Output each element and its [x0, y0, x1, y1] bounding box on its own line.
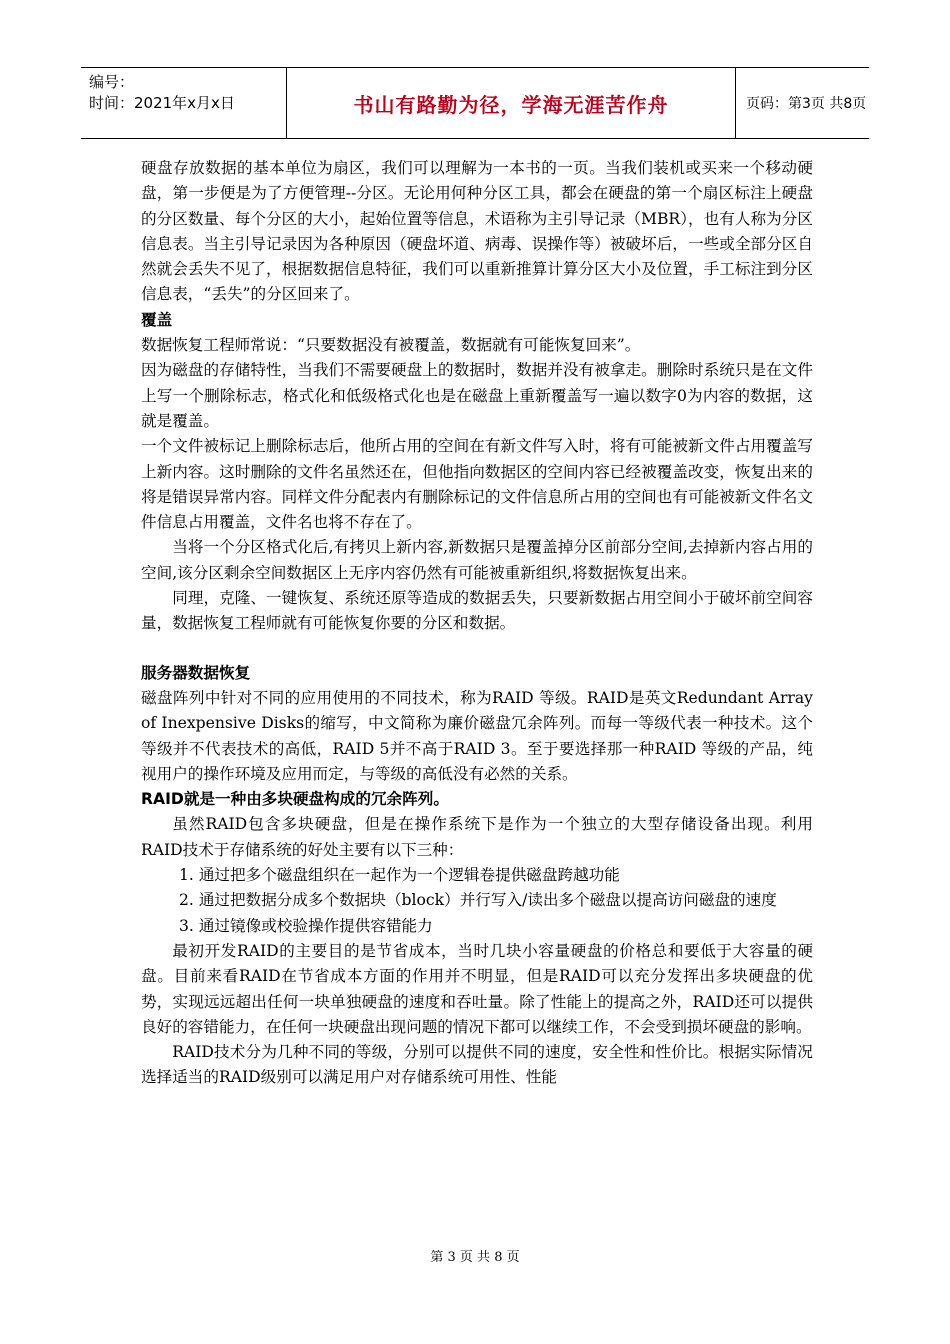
- list-item: 3. 通过镜像或校验操作提供容错能力: [179, 916, 433, 935]
- paragraph-clone-recovery: 同理，克隆、一键恢复、系统还原等造成的数据丢失，只要新数据占用空间小于破坏前空间容量，数据恢复工程师就有可能恢复你要的分区和数据。: [141, 589, 813, 633]
- header-motto: 书山有路勤为径，学海无涯苦作舟: [353, 92, 669, 117]
- paragraph-raid-benefits: 虽然RAID包含多块硬盘，但是在操作系统下是作为一个独立的大型存储设备出现。利用RAID技术于存储系统的好处主要有以下三种：: [141, 815, 813, 859]
- paragraph-delete-mark: 一个文件被标记上删除标志后，他所占用的空间在有新文件写入时，将有可能被新文件占用覆盖写上新内容。这时删除的文件名虽然还在，但他指向数据区的空间内容已经被覆盖改变，恢复出来的将是错误异常内容。同样文件分配表内有删除标记的文件信息所占用的空间也有可能被新文件名文件信息占用覆盖，文件名也将不存在了。: [141, 437, 813, 532]
- page-footer: 第 3 页 共 8 页: [430, 1250, 520, 1265]
- heading-server-recovery: 服务器数据恢复: [141, 663, 251, 682]
- document-date: 时间：2021年x月x日: [89, 94, 235, 112]
- paragraph-raid-origin: 最初开发RAID的主要目的是节省成本，当时几块小容量硬盘的价格总和要低于大容量的硬盘。目前来看RAID在节省成本方面的作用并不明显，但是RAID可以充分发挥出多块硬盘的优势，实现远远超出任何一块单独硬盘的速度和吞吐量。除了性能上的提高之外，RAID还可以提供良好的容错能力，在任何一块硬盘出现问题的情况下都可以继续工作，不会受到损坏硬盘的影响。: [141, 941, 813, 1036]
- document-number: 编号：: [89, 73, 135, 91]
- page-header: [81, 67, 869, 139]
- heading-raid-definition: RAID就是一种由多块硬盘构成的冗余阵列。: [141, 790, 449, 809]
- heading-cover: 覆盖: [141, 310, 173, 329]
- paragraph-engineer-quote: 数据恢复工程师常说：“只要数据没有被覆盖，数据就有可能恢复回来”。: [141, 336, 641, 355]
- paragraph-format-recovery: 当将一个分区格式化后,有拷贝上新内容,新数据只是覆盖掉分区前部分空间,去掉新内容占用的空间,该分区剩余空间数据区上无序内容仍然有可能被重新组织,将数据恢复出来。: [141, 538, 813, 582]
- paragraph-raid-levels-choice: RAID技术分为几种不同的等级，分别可以提供不同的速度，安全性和性价比。根据实际情况选择适当的RAID级别可以满足用户对存储系统可用性、性能: [141, 1043, 813, 1087]
- list-item: 1. 通过把多个磁盘组织在一起作为一个逻辑卷提供磁盘跨越功能: [179, 866, 620, 885]
- paragraph-raid-levels: 磁盘阵列中针对不同的应用使用的不同技术，称为RAID 等级。RAID是英文Redundant Array of Inexpensive Disks的缩写，中文简称为廉价磁盘冗余阵列。而每一等级代表一种技术。这个等级并不代表技术的高低，RAID 5并不高于RAID 3。至于要选择那一种RAID 等级的产品，纯视用户的操作环境及应用而定，与等级的高低没有必然的关系。: [141, 688, 813, 783]
- header-page-number: 页码：第3页 共8页: [746, 96, 867, 112]
- spacer: [141, 637, 813, 661]
- document-body: [141, 156, 813, 1091]
- paragraph-partition-intro: 硬盘存放数据的基本单位为扇区，我们可以理解为一本书的一页。当我们装机或买来一个移动硬盘，第一步便是为了方便管理--分区。无论用何种分区工具，都会在硬盘的第一个扇区标注上硬盘的分区数量、每个分区的大小，起始位置等信息，术语称为主引导记录（MBR），也有人称为分区信息表。当主引导记录因为各种原因（硬盘坏道、病毒、误操作等）被破坏后，一些或全部分区自然就会丢失不见了，根据数据信息特征，我们可以重新推算计算分区大小及位置，手工标注到分区信息表，“丢失”的分区回来了。: [141, 159, 813, 304]
- header-meta: [81, 68, 286, 138]
- header-motto-cell: [286, 68, 736, 138]
- list-item: 2. 通过把数据分成多个数据块（block）并行写入/读出多个磁盘以提高访问磁盘的速度: [179, 891, 777, 910]
- paragraph-overwrite-explain: 因为磁盘的存储特性，当我们不需要硬盘上的数据时，数据并没有被拿走。删除时系统只是在文件上写一个删除标志，格式化和低级格式化也是在磁盘上重新覆盖写一遍以数字0为内容的数据，这就是覆盖。: [141, 361, 813, 430]
